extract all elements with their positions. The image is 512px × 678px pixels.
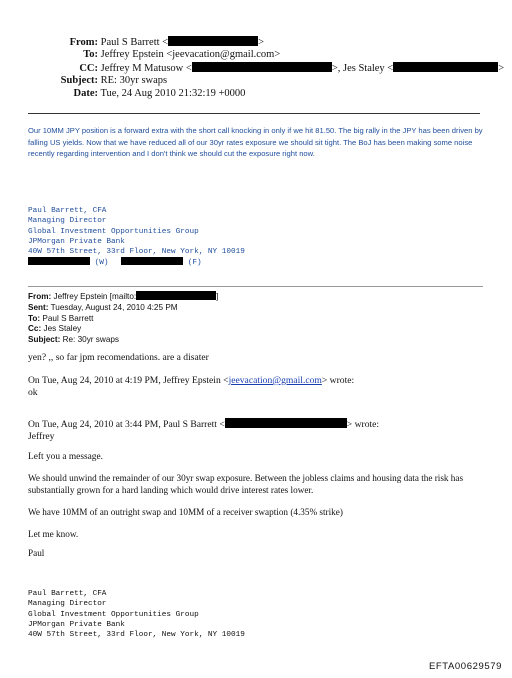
cc-value: Jeffrey M Matusow < (100, 63, 192, 74)
subject-value: RE: 30yr swaps (100, 75, 168, 86)
quoted-on-line-2 (28, 375, 354, 386)
reply-body: Our 10MM JPY position is a forward extra with the short call knocking in only if we hit 81.50. The big rally in the JPY has been driven by falling US yields. Now that we have reduced all of our 30yr rates exposure we should sit tight. The BoJ has been making some noise recently regarding intervention and I don't think we should cut the exposure right now. (28, 126, 483, 158)
paragraph-left-message: Left you a message. (28, 452, 103, 462)
to-value: Jeffrey Epstein <jeevacation@gmail.com> (100, 49, 281, 60)
date-value: Tue, 24 Aug 2010 21:32:19 +0000 (100, 88, 246, 99)
redaction-block (28, 257, 90, 265)
signature-address: 40W 57th Street, 33rd Floor, New York, NY 10019 (28, 631, 245, 640)
header-cc-line (40, 62, 504, 74)
signature-name: Paul Barrett, CFA (28, 207, 107, 215)
quoted-from-value: Jeffrey Epstein [mailto: (53, 292, 137, 301)
quoted-from-line (28, 291, 218, 303)
from-label: From: (69, 37, 98, 48)
quoted-body-1: yen? ,, so far jpm recomendations. are a disater (28, 352, 209, 363)
signature-address: 40W 57th Street, 33rd Floor, New York, NY 10019 (28, 248, 245, 257)
phone-f-label: (F) (187, 259, 202, 268)
quoted-from-label: From: (28, 292, 52, 301)
cc-mid: >, Jes Staley < (331, 63, 394, 74)
redaction-block (192, 62, 332, 72)
signature-name: Paul Barrett, CFA (28, 590, 107, 598)
quoted-sent-value: Tuesday, August 24, 2010 4:25 PM (50, 302, 178, 312)
signature-group: Global Investment Opportunities Group (28, 227, 199, 236)
header-date-line (40, 88, 245, 99)
redaction-block (225, 418, 347, 428)
quoted-subject-label: Subject: (28, 335, 61, 345)
signature-title: Managing Director (28, 217, 107, 226)
quoted-sent-label: Sent: (28, 302, 49, 312)
header-from-line (40, 36, 264, 48)
quoted-body-2: ok (28, 387, 38, 398)
redaction-block (136, 291, 219, 301)
quoted-cc-value: Jes Staley (43, 324, 82, 334)
on-line-suffix: > wrote: (321, 375, 355, 386)
document-id: EFTA00629579 (428, 661, 502, 672)
header-divider (28, 113, 480, 114)
quote-divider (28, 286, 483, 287)
salutation: Jeffrey (28, 431, 55, 442)
quoted-cc-line (28, 324, 218, 335)
from-value: Paul S Barrett < (100, 37, 169, 48)
date-label: Date: (73, 88, 98, 99)
cc-label: CC: (79, 63, 98, 74)
redaction-block (168, 36, 258, 46)
on-line-suffix: > wrote: (346, 419, 380, 430)
paragraph-unwind: We should unwind the remainder of our 30yr swap exposure. Between the jobless claims and housing data the risk has substantially grown for a hard landing which would drive interest rates lower. (28, 473, 464, 495)
quoted-to-label: To: (28, 313, 41, 323)
to-label: To: (83, 49, 98, 60)
quoted-sent-line (28, 303, 218, 314)
phone-w-label: (W) (94, 259, 109, 268)
signature-block-2 (28, 589, 245, 640)
quoted-header-block (28, 291, 218, 346)
subject-label: Subject: (60, 75, 98, 86)
email-link[interactable]: jeevacation@gmail.com (228, 375, 322, 386)
signature-phones (28, 257, 245, 268)
quoted-subject-value: Re: 30yr swaps (62, 335, 120, 345)
signature-group: Global Investment Opportunities Group (28, 610, 199, 619)
signature-block (28, 206, 245, 269)
quoted-to-line (28, 314, 218, 325)
paragraph-let-me-know: Let me know. (28, 529, 79, 539)
quoted-subject-line (28, 335, 218, 346)
closing-name: Paul (28, 548, 45, 558)
redaction-block (121, 257, 183, 265)
quoted-cc-label: Cc: (28, 324, 42, 334)
quoted-from-end: ] (216, 292, 219, 301)
signature-title: Managing Director (28, 600, 107, 609)
quoted-to-value: Paul S Barrett (42, 313, 94, 323)
on-line-prefix: On Tue, Aug 24, 2010 at 3:44 PM, Paul S Barrett < (28, 419, 225, 430)
quoted-on-line-3 (28, 418, 379, 430)
from-end: > (258, 37, 265, 48)
paragraph-positions: We have 10MM of an outright swap and 10MM of a receiver swaption (4.35% strike) (28, 507, 343, 517)
on-line-prefix: On Tue, Aug 24, 2010 at 4:19 PM, Jeffrey Epstein < (28, 375, 229, 386)
redaction-block (393, 62, 498, 72)
header-to-line (40, 49, 280, 60)
header-subject-line (40, 75, 167, 86)
cc-end: > (498, 63, 505, 74)
signature-bank: JPMorgan Private Bank (28, 620, 125, 629)
signature-bank: JPMorgan Private Bank (28, 237, 125, 246)
